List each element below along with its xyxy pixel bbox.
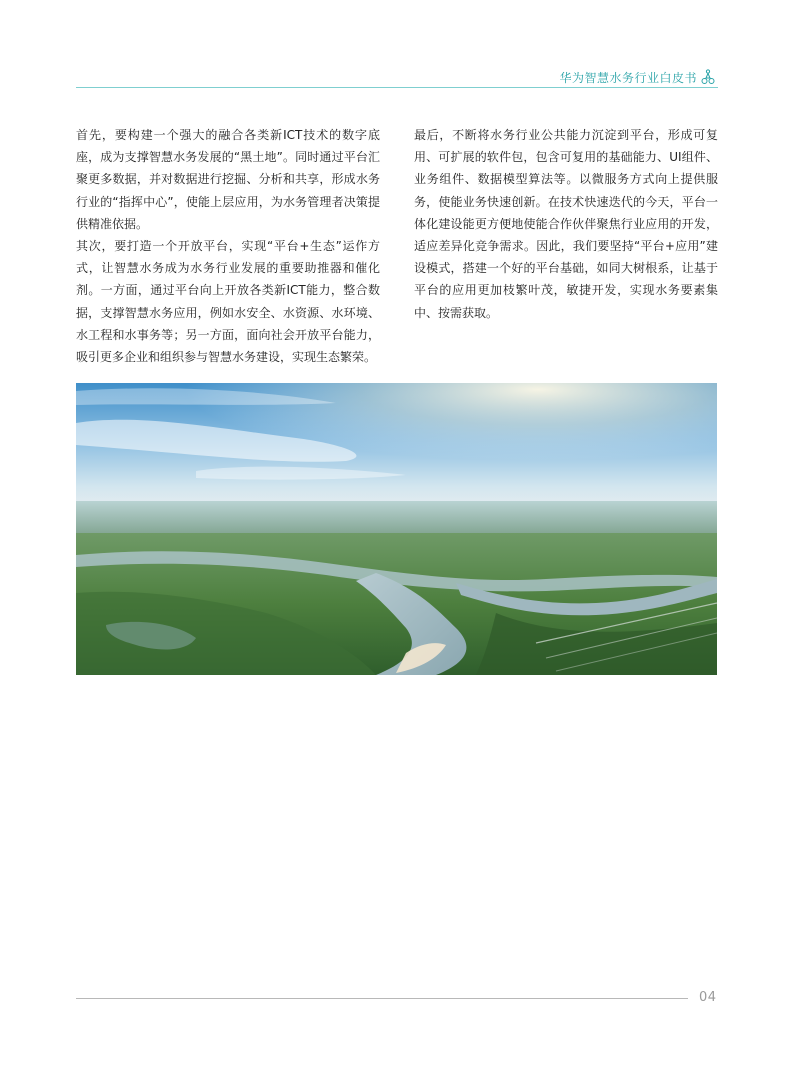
footer-divider bbox=[76, 998, 688, 999]
page-number: 04 bbox=[699, 990, 717, 1005]
paragraph-second: 其次，要打造一个开放平台，实现“平台+生态”运作方式，让智慧水务成为水务行业发展的重要助推器和催化剂。一方面，通过平台向上开放各类新ICT能力，整合数据，支撑智慧水务应用，例如水安全、水资源、水环境、水工程和水事务等；另一方面，面向社会开放平台能力，吸引更多企业和组织参与智慧水务建设，实现生态繁荣。 bbox=[76, 239, 380, 365]
left-column bbox=[76, 124, 380, 368]
right-column bbox=[414, 124, 718, 324]
header-title: 华为智慧水务行业白皮书 bbox=[559, 71, 697, 85]
paragraph-last: 最后，不断将水务行业公共能力沉淀到平台，形成可复用、可扩展的软件包，包含可复用的基础能力、UI组件、业务组件、数据模型算法等。以微服务方式向上提供服务，使能业务快速创新。在技术快速迭代的今天，平台一体化建设能更方便地使能合作伙伴聚焦行业应用的开发，适应差异化竞争需求。因此，我们要坚持“平台+应用”建设模式，搭建一个好的平台基础，如同大树根系，让基于平台的应用更加枝繁叶茂，敏捷开发，实现水务要素集中、按需获取。 bbox=[414, 128, 718, 320]
paragraph-first: 首先，要构建一个强大的融合各类新ICT技术的数字底座，成为支撑智慧水务发展的“黑土地”。同时通过平台汇聚更多数据，并对数据进行挖掘、分析和共享，形成水务行业的“指挥中心”，使能上层应用，为水务管理者决策提供精准依据。 bbox=[76, 128, 380, 231]
header-divider bbox=[76, 87, 718, 88]
river-landscape-photo bbox=[76, 383, 717, 675]
huawei-bike-icon bbox=[701, 69, 715, 85]
